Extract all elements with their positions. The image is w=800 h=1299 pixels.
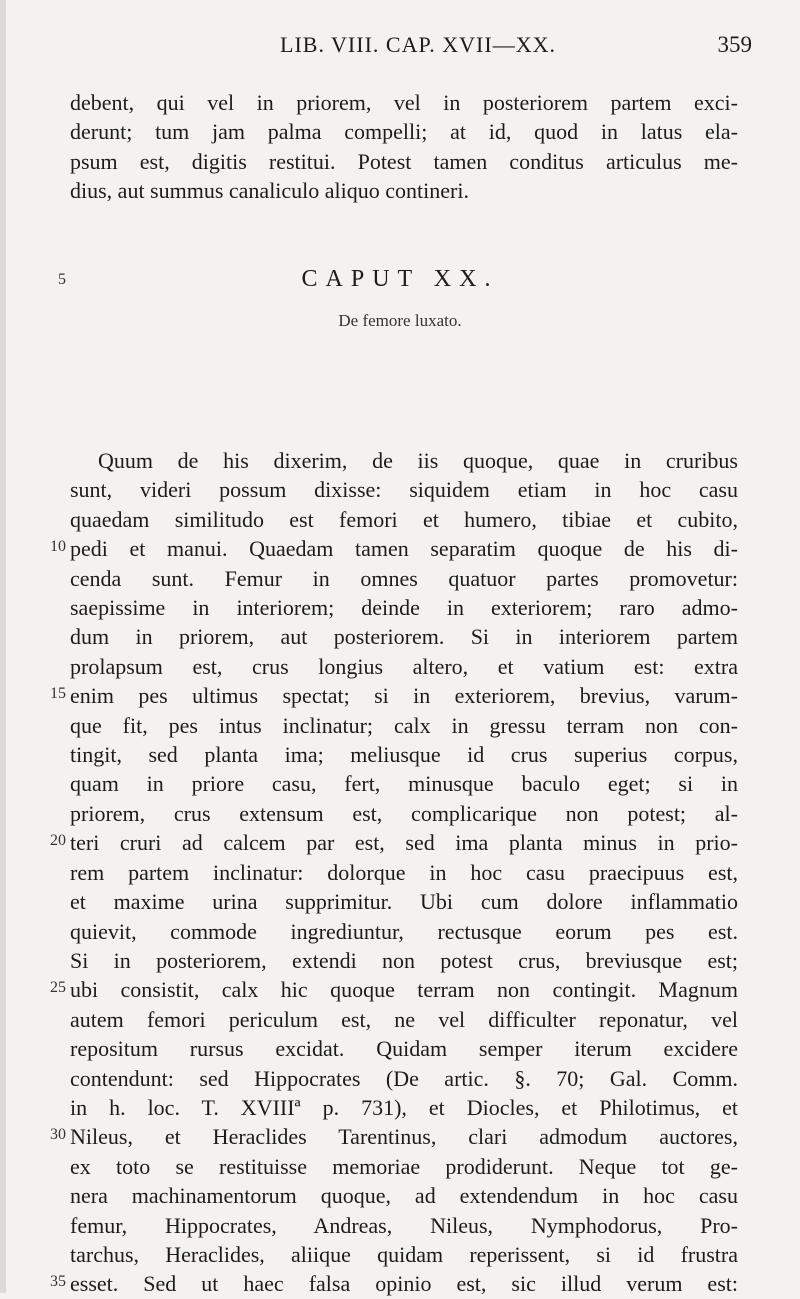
line-number: 15 xyxy=(50,685,66,702)
running-title: LIB. VIII. CAP. XVII—XX. xyxy=(280,32,556,57)
text-line: ubi consistit, calx hic quoque terram non contingit. Magnum xyxy=(70,977,738,1003)
text-line: psum est, digitis restitui. Potest tamen conditus articulus me- xyxy=(70,148,738,174)
text-line: debent, qui vel in priorem, vel in posteriorem partem exci- xyxy=(70,90,738,115)
chapter-subtitle: De femore luxato. xyxy=(338,311,462,330)
text-line: dum in priorem, aut posteriorem. Si in interiorem partem xyxy=(70,624,738,650)
text-line: teri cruri ad calcem par est, sed ima planta minus in prio- xyxy=(70,830,738,856)
text-line: ex toto se restituisse memoriae prodiderunt. Neque tot ge- xyxy=(70,1153,738,1179)
text-line: que fit, pes intus inclinatur; calx in gressu terram non con- xyxy=(70,712,738,738)
text-line: priorem, crus extensum est, complicarique non potest; al- xyxy=(70,800,738,826)
text-line: cenda sunt. Femur in omnes quatuor partes promovetur: xyxy=(70,565,738,591)
chapter-heading: CAPUT XX. xyxy=(301,266,499,292)
line-number: 35 xyxy=(50,1273,66,1290)
text-line: sunt, videri possum dixisse: siquidem etiam in hoc casu xyxy=(70,477,738,503)
line-number: 10 xyxy=(50,538,66,555)
text-line: quievit, commode ingrediuntur, rectusque eorum pes est. xyxy=(70,918,738,944)
page-number: 359 xyxy=(717,32,752,57)
line-number: 5 xyxy=(58,271,66,288)
line-number: 25 xyxy=(50,979,66,996)
text-line: Si in posteriorem, extendi non potest crus, breviusque est; xyxy=(70,947,738,973)
text-line: quaedam similitudo est femori et humero, tibiae et cubito, xyxy=(70,506,738,532)
line-number: 20 xyxy=(50,832,66,849)
text-line: quam in priore casu, fert, minusque baculo eget; si in xyxy=(70,771,738,797)
text-line: dius, aut summus canaliculo aliquo contineri. xyxy=(70,178,469,204)
page-binding-edge xyxy=(0,0,6,1293)
text-line: esset. Sed ut haec falsa opinio est, sic illud verum est: xyxy=(70,1271,738,1297)
text-line: tarchus, Heraclides, aliique quidam reperissent, si id frustra xyxy=(70,1241,738,1267)
text-line: autem femori periculum est, ne vel difficulter reponatur, vel xyxy=(70,1006,738,1032)
text-line: repositum rursus excidat. Quidam semper iterum excidere xyxy=(70,1036,738,1062)
text-line: prolapsum est, crus longius altero, et vatium est: extra xyxy=(70,653,738,679)
text-line: tingit, sed planta ima; meliusque id crus superius corpus, xyxy=(70,742,738,768)
text-line: derunt; tum jam palma compelli; at id, quod in latus ela- xyxy=(70,119,738,145)
text-line: saepissime in interiorem; deinde in exteriorem; raro admo- xyxy=(70,595,738,621)
text-line: rem partem inclinatur: dolorque in hoc casu praecipuus est, xyxy=(70,859,738,885)
text-line: contendunt: sed Hippocrates (De artic. §. 70; Gal. Comm. xyxy=(70,1065,738,1091)
continuation-paragraph xyxy=(70,88,738,206)
main-paragraph xyxy=(70,446,738,1299)
line-number: 30 xyxy=(50,1126,66,1143)
text-line: Nileus, et Heraclides Tarentinus, clari admodum auctores, xyxy=(70,1124,738,1150)
running-header xyxy=(0,32,800,66)
text-line: pedi et manui. Quaedam tamen separatim quoque de his di- xyxy=(70,536,738,562)
text-line: femur, Hippocrates, Andreas, Nileus, Nymphodorus, Pro- xyxy=(70,1212,738,1238)
text-line: enim pes ultimus spectat; si in exteriorem, brevius, varum- xyxy=(70,683,738,709)
text-line: nera machinamentorum quoque, ad extendendum in hoc casu xyxy=(70,1183,738,1209)
text-line: in h. loc. T. XVIIIª p. 731), et Diocles, et Philotimus, et xyxy=(70,1094,738,1120)
text-line: et maxime urina supprimitur. Ubi cum dolore inflammatio xyxy=(70,889,738,915)
text-line: Quum de his dixerim, de iis quoque, quae in cruribus xyxy=(98,448,738,473)
